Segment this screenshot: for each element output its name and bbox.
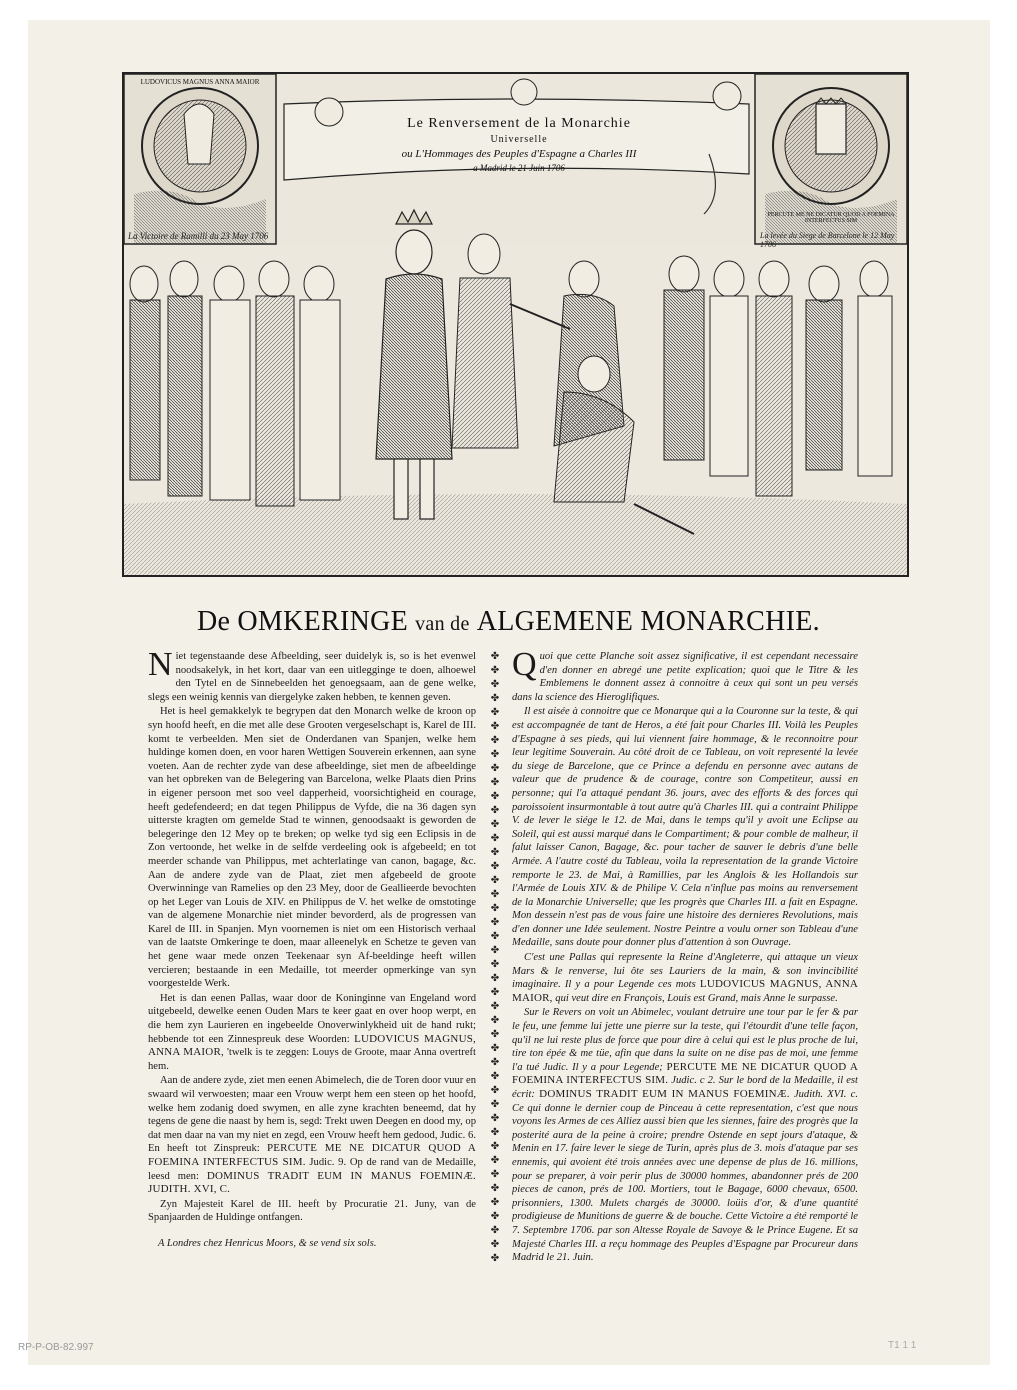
french-p4e: Judith. XVI. c. Ce qui donne le dernier coup de Pinceau à cette representation, c'est que nous voyons les Armes de ces Alliez aussi bien que les siennes, faire des progrès que la posterité aura de la peine à croire; prendre Ostende en sept jours d'ataque, & Menin en 17. faire lever le siege de Turin, après plus de 3. mois d'ataque par ses ennemis, qui avoient été trois années avec une depense de plus de 16. millions, pour se preparer, à voir perir plus de 30000 hommes, abandonner prés de 200 pieces de canon, prés de 100. Mortiers, tout le Bagage, 6000 chevaux, 6500. prisonniers, 1300. Mulets chargés de 30000. loüis d'or, & d'une quantité prodigieuse de Munitions de guerre & de bouche. Cette Victoire a été remporté le 7. Septembre 1706. par son Altesse Royale de Savoye & le Prince Eugene. Et sa Majesté Charles III. a reçu hommage des Peuples d'Espagne par Procureur dans Madrid le 21. Juin.	[512, 1089, 858, 1264]
right-medal-legend: PERCUTE ME NE DICATUR QUOD A FOEMINA INTERFECTUS SIM	[767, 212, 895, 224]
ground	[124, 494, 907, 575]
french-dropcap: Q	[512, 650, 537, 683]
french-p1-text: uoi que cette Planche soit assez significative, il est cependant necessaire d'en donner en abregé une petite explication; quoi que le Titre & les Emblemens le donnent assez à connoitre à ceux qui sont un peu versés dans la science des Hieroglifiques.	[512, 651, 858, 703]
french-p3a: C'est une Pallas qui represente la Reine d'Angleterre, qui attaque un vieux Mars & le renverse, lui ôte ses Lauriers de la main, & son invincibilité imaginaire. Il y a pour Legende ces mots	[512, 952, 858, 991]
dutch-paragraph-2: Het is heel gemakkelyk te begrypen dat den Monarch welke de kroon op syn hoofd heeft, en die met alle dese Grooten vergeselschapt is, Karel de III. komt te verbeelden. Men siet de Onderdanen van Spanjen, welke hem huldinge komen doen, en voor haren Wettigen Souverein erkennen, aan syne voeten. Aan de rechter zyde van dese afbeeldinge, siet men de afbeeldinge van het opbreken van de Belegering van Barcelona, welke Plaats dien Prins in eigener persoon met soo veel dapperheid, voorsichtigheid en courage, heeft gedefendeerd; en dat tegen Philippus de Vyfde, die na 36 dagen syn uitterste kragten om gemelde Stad te winnen, genoodsaakt is geworden de belegeringe den 12 Mey op te breken; op welke tyd sig een Eclipsis in de Zon vertoonde, het welke in de selfde verdeeling ook is afgebeeld; en tot meerder schande van Philippus, met achterlatinge van canon, bagage, &c. Aan de andere zyde van de Plaat, ziet men afgebeeld de groote Overwinninge van Ramelies op den 23 Mey, door de Geallieerde bevochten op het Leger van Louis de XIV. en Philippus de V. het welke de omstotinge van de algemene Monarchie niet minder bevorderd, als de progressen van Karel de III. in Spanjen. Myn voornemen is niet om een Historisch verhaal van de laatste Omkeringe te doen, maar alleenelyk en Schetze te geven van het gene waar mede onzen Teekenaar syn Af-beeldinge heeft willen vercieren; bestaande in een Medaille, tot meerder opmerkinge van syn voorgestelde Werk.	[148, 706, 476, 990]
dutch-p3a: Het is dan eenen Pallas, waar door de Koninginne van Engeland word uitgebeeld, dewelke eenen Ouden Mars te keer gaat en over hoop werpt, en die hem zyn Laurieren en ingebeelde Onoverwinlykheid uit de hand rukt; hebbende tot een Zinnespreuk dese Woorden:	[148, 992, 476, 1045]
french-p4c: Judic. c 2. Sur le bord de la Medaille, il est écrit:	[512, 1075, 858, 1100]
banner-date: a Madrid le 21 Juin 1706	[473, 163, 565, 173]
dutch-p4-legend: PERCUTE ME NE DICATUR QUOD A FOEMINA INTERFECTUS SIM.	[148, 1142, 476, 1168]
dutch-paragraph-5: Zyn Majesteit Karel de III. heeft by Procuratie 21. Juny, van de Spanjaarden de Huldinge ontfangen.	[148, 1198, 476, 1224]
french-p4a: Sur le Revers on voit un Abimelec, voulant detruire une tour par le fer & par le feu, une femme lui jette une pierre sur la teste, qui l'étourdit d'une telle façon, qu'il ne lui reste plus de force que pour dire à celui qui est le plus proche de lui, tire ton épée & me tüe, afin que dans la suite on ne dise pas de moi, une femme l'a tué Judic. Il y a pour Legende;	[512, 1007, 858, 1073]
dutch-p3c: 'twelk is te zeggen: Louys de Groote, maar Anna overtreft hem.	[148, 1047, 476, 1072]
dutch-p4c: Judic. 9. Op de rand van de Medaille, leesd men:	[148, 1156, 476, 1182]
dutch-paragraph-1	[148, 650, 476, 704]
right-medal-caption: La levée du Siege de Barcelone le 12 May 1706	[760, 231, 895, 249]
dutch-p1-text: iet tegenstaande dese Afbeelding, seer duidelyk is, so is het evenwel noodsakelyk, in het kort, daar van een uitlegginge te doen, alhoewel den Tytel en de Sinnebeelden het genoegsaam, aan de gene welke, slegs een weinig kennis van diergelyke zaken hebben, te kennen geven.	[148, 651, 476, 703]
dutch-column	[148, 650, 476, 1235]
dutch-p4-edge-legend: DOMINUS TRADIT EUM IN MANUS FOEMINÆ.	[206, 1169, 476, 1182]
banner-title: Le Renversement de la Monarchie	[407, 116, 631, 131]
french-paragraph-2: Il est aisée à connoitre que ce Monarque qui a la Couronne sur la teste, & qui est accompagnée de tant de Heros, a été fait pour Charles III. Voilà les Peuples d'Espagne à ses pieds, qui lui viennent faire hommage, & le reconnoitre pour leur legitime Souverain. Au côté droit de ce Tableau, on voit representé la levée du siege de Barcelone, que ce Prince a defendu en personne avec autans de valeur que de prudence & de courage, contre son Competiteur, aussi en personne; qui l'a attaqué pendant 36. jours, avec des efforts & des forces qui paroissoient insurmontable à tout autre qu'à Charles III. qui a contraint Philippe V. de lever le siége le 12. de Mai, dans le temps qu'il y avoit une Eclipse au Soleil, qui est aussi marqué dans le Compartiment; & pour comble de malheur, il falut laisser Canon, Bagage, &c. pour tacher de sauver le debris d'une belle Armée. A l'autre costé du Tableau, voila la representation de la grande Victoire remporte le 23. de Mai, à Ramillies, par les Anglois & les Hollandois sur l'Armée de Louis XIV. & de Philipe V. Cela n'influe pas moins au renversement de la Monarchie Universelle; que les progrès que Charles III. a fait en Espagne. Mon dessein n'est pas de vous faire une histoire des dernieres Revolutions, mais d'en donner une Idée seulement. Nostre Peintre a voulu orner son Tableau d'une Medaille, sans doute pour donner plus d'attention à son Ouvrage.	[512, 706, 858, 949]
dutch-p4a: Aan de andere zyde, ziet men eenen Abimelech, die de Toren door vuur en swaard wil verwoesten; maar een Vrouw werpt hem een steen op het hoofd, welke hem zodanig doed swymen, en alle zyne krachten beneemd, dat hy tegens de gene die naast by hem is, segd: Trekt uwen Deegen en dood my, op dat men daar na van my niet en zegd, een Vrouw heeft hem gedood, Judic. 6. En heeft tot Zinspreuk:	[148, 1075, 476, 1155]
title-algemene-monarchie: ALGEMENE MONARCHIE.	[476, 606, 820, 637]
french-paragraph-4	[512, 1006, 858, 1264]
dutch-paragraph-4	[148, 1074, 476, 1196]
page-title	[0, 606, 1017, 638]
french-paragraph-3	[512, 951, 858, 1005]
pencil-mark: T1 1 1	[888, 1340, 917, 1351]
banner-subtitle: Universelle	[490, 134, 548, 145]
dutch-p4e: JUDITH. XVI, C.	[148, 1183, 231, 1196]
imprint-line: A Londres chez Henricus Moors, & se vend six sols.	[158, 1238, 377, 1249]
dutch-paragraph-3	[148, 992, 476, 1074]
left-medal-legend: LUDOVICUS MAGNUS ANNA MAIOR	[140, 78, 260, 86]
dutch-p3-legend: LUDOVICUS MAGNUS, ANNA MAIOR,	[148, 1032, 476, 1059]
banner-dedication: ou L'Hommages des Peuples d'Espagne a Charles III	[401, 148, 637, 160]
cherub-center	[511, 79, 537, 105]
title-de: De	[197, 606, 231, 637]
french-p3c: qui veut dire en François, Louis est Grand, mais Anne le surpasse.	[555, 992, 838, 1004]
french-p4-legend: PERCUTE ME NE DICATUR QUOD A FOEMINA INTERFECTUS SIM.	[512, 1060, 858, 1087]
french-p4-edge-legend: DOMINUS TRADIT EUM IN MANUS FOEMINÆ.	[539, 1088, 790, 1100]
french-p3-legend: LUDOVICUS MAGNUS, ANNA MAIOR,	[512, 978, 858, 1004]
tower-figure	[816, 104, 846, 154]
french-paragraph-1	[512, 650, 858, 704]
french-column	[512, 650, 858, 1280]
column-divider-ornament: ✤ ✤ ✤ ✤ ✤ ✤ ✤ ✤ ✤ ✤ ✤ ✤ ✤ ✤ ✤ ✤ ✤ ✤ ✤ ✤ ✤ ✤ ✤ ✤ ✤ ✤ ✤ ✤ ✤ ✤ ✤ ✤ ✤ ✤ ✤ ✤ ✤ ✤ ✤ ✤ ✤ ✤ ✤ ✤	[490, 651, 500, 1264]
left-medal-caption: La Victoire de Ramilli du 23 May 1706	[128, 231, 269, 241]
inventory-number: RP-P-OB-82.997	[18, 1342, 94, 1353]
pallas-figure	[184, 104, 214, 164]
engraving-plate	[122, 72, 909, 577]
cherub-right	[713, 82, 741, 110]
title-omkeringe: OMKERINGE	[237, 606, 409, 637]
title-van-de: van de	[415, 613, 470, 635]
dutch-dropcap: N	[148, 650, 173, 683]
